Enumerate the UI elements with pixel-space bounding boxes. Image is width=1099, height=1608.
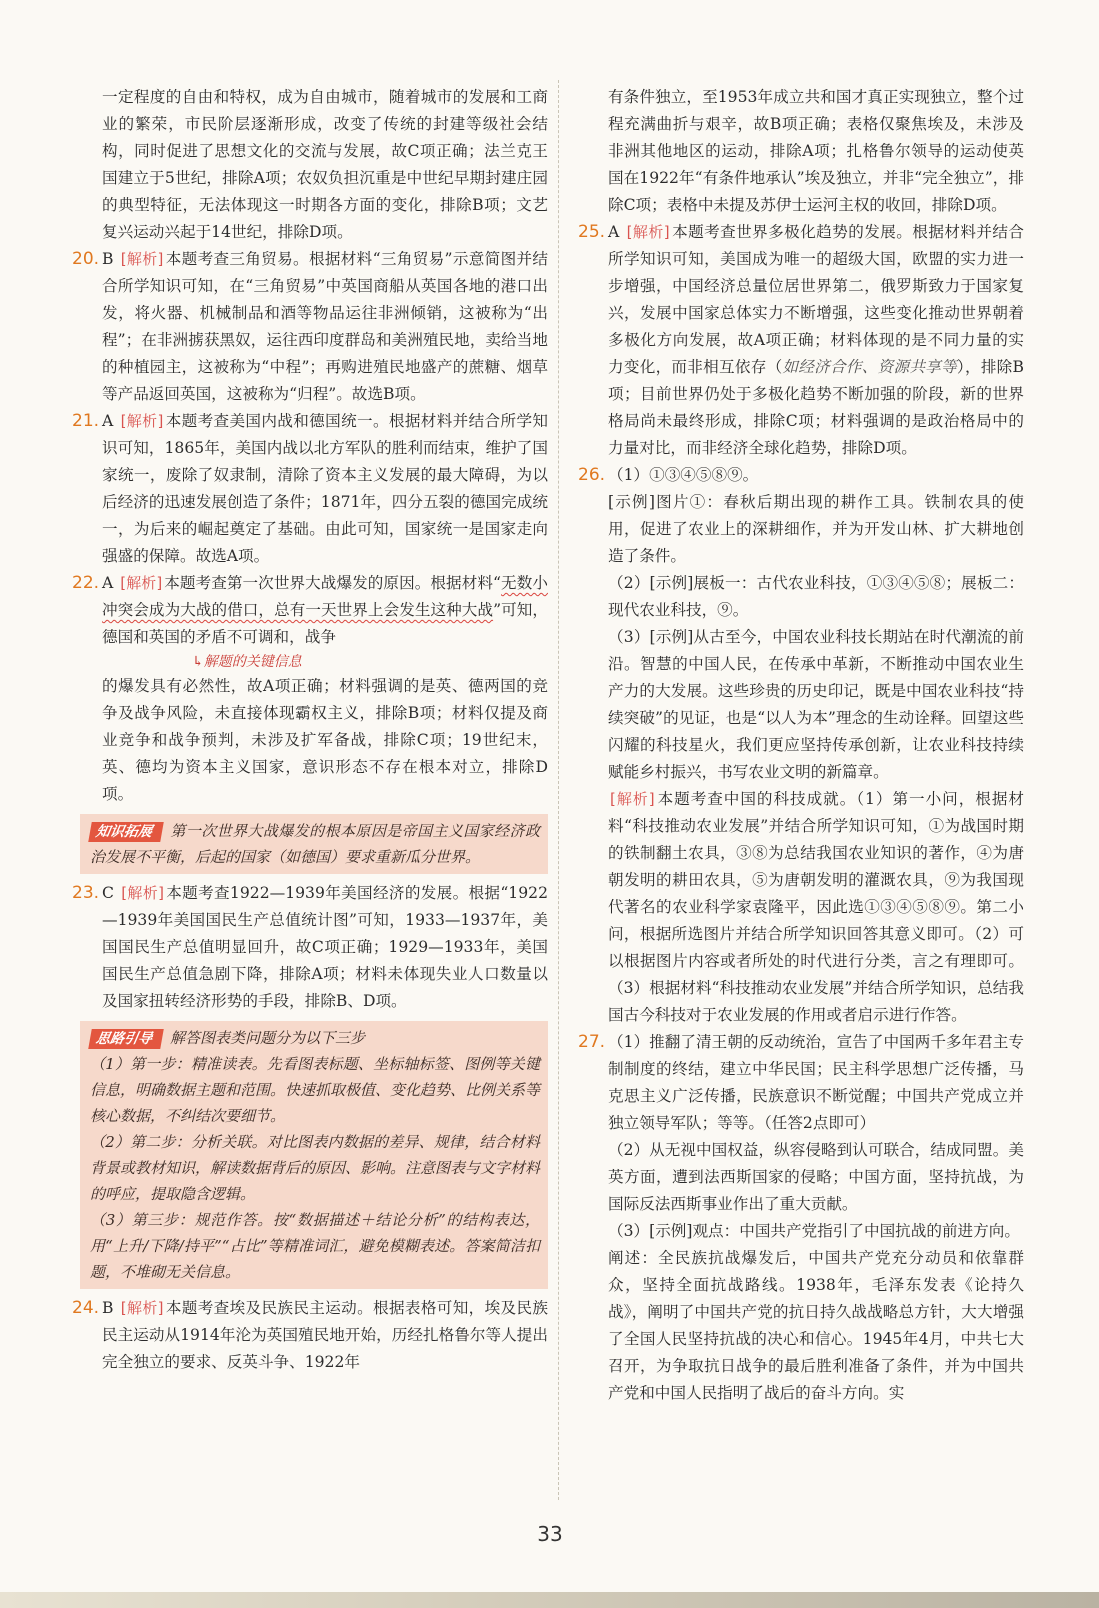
analysis-text: 本题考查三角贸易。根据材料“三角贸易”示意简图并结合所学知识可知，在“三角贸易”中英国商船从英国各地的港口出发，将火器、机械制品和酒等物品运往非洲倾销，这被称为“出程”；在非洲掳获黑奴，运往西印度群岛和美洲殖民地，卖给当地的种植园主，这被称为“中程”；再购进殖民地盛产的蔗糖、烟草等产品返回英国，这被称为“归程”。故选B项。 [102,250,548,403]
answer-part-1: （1）①③④⑤⑧⑨。 [608,466,759,484]
analysis-tag: [解析] [610,790,655,808]
key-quote: 无数小冲突会成为大战的借口，总有一天世界上会发生这种大战 [102,574,548,619]
box-text: 第一次世界大战爆发的根本原因是帝国主义国家经济政治发展不平衡，后起的国家（如德国）要求重新瓜分世界。 [90,822,540,866]
step-3: （3）第三步：规范作答。按“数据描述＋结论分析”的结构表达，用“上升/下降/持平”“占比”等精准词汇，避免模糊表述。答案简洁扣题，不堆砌无关信息。 [90,1211,540,1281]
question-26-analysis [578,786,1024,1029]
question-27 [578,1029,1024,1137]
analysis-tag: [解析] [120,412,164,430]
analysis-tag: [解析] [121,884,164,902]
thinking-guide-box [80,1021,548,1289]
note-text: 解题的关键信息 [203,654,302,670]
analysis-tag: [解析] [120,574,163,592]
question-25 [578,219,1024,462]
answer-part-3: （3）[示例]从古至今，中国农业科技长期站在时代潮流的前沿。智慧的中国人民，在传承中革新，不断推动中国农业生产力的大发展。这些珍贵的历史印记，既是中国农业科技“持续突破”的见证，也是“以人为本”理念的生动诠释。回望这些闪耀的科技星火，我们更应坚持传承创新，让农业科技持续赋能乡村振兴，书写农业文明的新篇章。 [608,628,1024,781]
answer-letter: C [102,884,114,902]
page-number: 33 [537,1522,563,1546]
question-23 [72,880,548,1015]
answer-letter: B [102,1299,114,1317]
question-number: 20. [72,249,100,269]
question-22 [72,570,548,651]
answer-part-2: （2）[示例]展板一：古代农业科技，①③④⑤⑧；展板二：现代农业科技，⑨。 [608,574,1024,619]
step-1: （1）第一步：精准读表。先看图表标题、坐标轴标签、图例等关键信息，明确数据主题和范围。快速抓取极值、变化趋势、比例关系等核心数据，不纠结次要细节。 [90,1055,541,1125]
question-number: 26. [578,465,606,485]
question-number: 27. [578,1032,606,1052]
analysis-tag: [解析] [626,223,670,241]
analysis-tag: [解析] [120,1299,164,1317]
question-26 [578,462,1024,489]
q24-continuation: 有条件独立，至1953年成立共和国才真正实现独立，整个过程充满曲折与艰辛，故B项正确；表格仅聚焦埃及，未涉及非洲其他地区的运动，排除A项；扎格鲁尔领导的运动使英国在1922年“有条件地承认”埃及独立，并非“完全独立”，排除C项；表格中未提及苏伊士运河主权的收回，排除D项。 [608,88,1024,214]
answer-example-1: [示例]图片①：春秋后期出现的耕作工具。铁制农具的使用，促进了农业上的深耕细作，并为开发山林、扩大耕地创造了条件。 [608,493,1024,565]
handwritten-note: ↳解题的关键信息 [192,654,302,670]
answer-letter: B [102,250,114,268]
analysis-text: 本题考查1922—1939年美国经济的发展。根据“1922—1939年美国国民生产总值统计图”可知，1933—1937年，美国国民生产总值明显回升，故C项正确；1929—1933年，美国国民生产总值急剧下降，排除A项；材料未体现失业人口数量以及国家扭转经济形势的手段，排除B、D项。 [102,884,548,1010]
answer-part-2: （2）从无视中国权益，纵容侵略到认可联合，结成同盟。美英方面，遭到法西斯国家的侵略；中国方面，坚持抗战，为国际反法西斯事业作出了重大贡献。 [608,1141,1024,1213]
analysis-text: ”可知，德国和英国的矛盾不可调和，战争 [102,601,548,646]
analysis-text: 本题考查第一次世界大战爆发的原因。根据材料“ [164,574,501,592]
answer-letter: A [102,412,114,430]
scan-edge [0,1592,1099,1608]
question-22-rest: 的爆发具有必然性，故A项正确；材料强调的是英、德两国的竞争及战争风险，未直接体现霸权主义，排除B项；材料仅提及商业竞争和战争预判，未涉及扩军备战，排除C项；19世纪末，英、德均为资本主义国家，意识形态不存在根本对立，排除D项。 [102,677,548,803]
analysis-text: ），排除B项；目前世界仍处于多极化趋势不断加强的阶段，新的世界格局尚未最终形成，排除C项；材料强调的是政治格局中的力量对比，而非经济全球化趋势，排除D项。 [608,358,1024,457]
question-number: 21. [72,411,100,431]
analysis-text: 本题考查美国内战和德国统一。根据材料并结合所学知识可知，1865年，美国内战以北方军队的胜利而结束，维护了国家统一，废除了奴隶制，清除了资本主义发展的最大障碍，为以后经济的迅速发展创造了条件；1871年，四分五裂的德国完成统一，为后来的崛起奠定了基础。由此可知，国家统一是国家走向强盛的保障。故选A项。 [102,412,548,565]
q19-continuation: 一定程度的自由和特权，成为自由城市，随着城市的发展和工商业的繁荣，市民阶层逐渐形成，改变了传统的封建等级社会结构，同时促进了思想文化的交流与发展，故C项正确；法兰克王国建立于5世纪，排除A项；农奴负担沉重是中世纪早期封建庄园的典型特征，无法体现这一时期各方面的变化，排除B项；文艺复兴运动兴起于14世纪，排除D项。 [102,88,548,241]
left-column [72,84,548,1376]
box-label: 知识拓展 [88,822,164,842]
analysis-text: 本题考查埃及民族民主运动。根据表格可知，埃及民族民主运动从1914年沦为英国殖民地开始，历经扎格鲁尔等人提出完全独立的要求、反英斗争、1922年 [102,1299,548,1371]
answer-elaboration: 阐述：全民族抗战爆发后，中国共产党充分动员和依靠群众，坚持全面抗战路线。1938年，毛泽东发表《论持久战》，阐明了中国共产党的抗日持久战战略总方针，大大增强了全国人民坚持抗战的决心和信心。1945年4月，中共七大召开，为争取抗日战争的最后胜利准备了条件，并为中国共产党和中国人民指明了战后的奋斗方向。实 [608,1249,1024,1402]
step-2: （2）第二步：分析关联。对比图表内数据的差异、规律，结合材料背景或教材知识，解读数据背后的原因、影响。注意图表与文字材料的呼应，提取隐含逻辑。 [90,1133,541,1203]
right-column [578,84,1024,1407]
answer-letter: A [102,574,114,592]
question-number: 25. [578,222,606,242]
handwritten-insert: 如经济合作、资源共享等 [782,358,957,376]
knowledge-extension-box [80,814,548,874]
answer-part-1: （1）推翻了清王朝的反动统治，宣告了中国两千多年君主专制制度的终结，建立中华民国；民主科学思想广泛传播，马克思主义广泛传播，民族意识不断觉醒；中国共产党成立并独立领导军队；等等。（任答2点即可） [608,1033,1024,1132]
answer-part-3: （3）[示例]观点：中国共产党指引了中国抗战的前进方向。 [608,1222,1020,1240]
answer-letter: A [608,223,620,241]
top-margin [0,0,1099,36]
box-title: 解答图表类问题分为以下三步 [170,1029,366,1047]
question-20 [72,246,548,408]
question-number: 24. [72,1298,100,1318]
question-number: 23. [72,883,100,903]
analysis-text: 本题考查中国的科技成就。（1）第一小问，根据材料“科技推动农业发展”并结合所学知识可知，①为战国时期的铁制翻土农具，③⑧为总结我国农业知识的著作，④为唐朝发明的耕田农具，⑤为唐朝发明的灌溉农具，⑨为我国现代著名的农业科学家袁隆平，因此选①③④⑤⑧⑨。第二小问，根据所选图片并结合所学知识回答其意义即可。（2）可以根据图片内容或者所处的时代进行分类，言之有理即可。（3）根据材料“科技推动农业发展”并结合所学知识，总结我国古今科技对于农业发展的作用或者启示进行作答。 [608,790,1024,1024]
question-24 [72,1295,548,1376]
analysis-text: 本题考查世界多极化趋势的发展。根据材料并结合所学知识可知，美国成为唯一的超级大国，欧盟的实力进一步增强，中国经济总量位居世界第二，俄罗斯致力于国家复兴，发展中国家总体实力不断增强，这些变化推动世界朝着多极化方向发展，故A项正确；材料体现的是不同力量的实力变化，而非相互依存（ [608,223,1024,376]
box-label: 思路引导 [88,1029,164,1049]
question-number: 22. [72,573,100,593]
analysis-tag: [解析] [120,250,164,268]
question-21 [72,408,548,570]
column-divider [558,80,559,1500]
